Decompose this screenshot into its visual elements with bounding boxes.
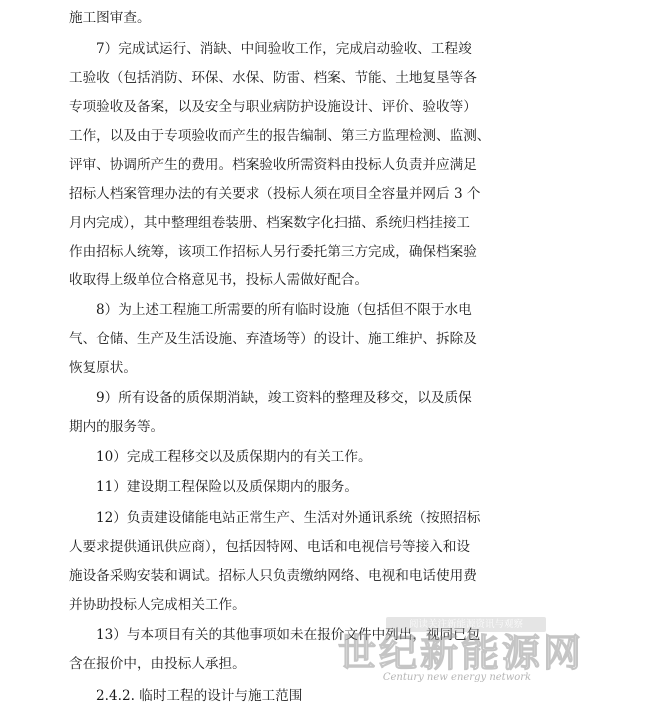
text-line: 10）完成工程移交以及质保期内的有关工作。 <box>96 449 372 465</box>
text-line: 8）为上述工程施工所需要的所有临时设施（包括但不限于水电 <box>96 302 472 318</box>
text-line: 恢复原状。 <box>69 360 137 376</box>
text-line: 12）负责建设储能电站正常生产、生活对外通讯系统（按照招标 <box>96 510 481 526</box>
text-line: 作由招标人统筹，该项工作招标人另行委托第三方完成，确保档案验 <box>69 244 477 260</box>
text-line: 收取得上级单位合格意见书，投标人需做好配合。 <box>69 272 369 288</box>
text-line: 13）与本项目有关的其他事项如未在报价文件中列出，视同已包 <box>96 627 481 643</box>
text-line: 工作，以及由于专项验收而产生的报告编制、第三方监理检测、监测、 <box>69 128 491 144</box>
watermark-subtitle: Century new energy network <box>382 672 532 683</box>
watermark-logo: 世纪新能源网 <box>338 631 585 675</box>
text-line: 11）建设期工程保险以及质保期内的服务。 <box>96 479 358 495</box>
text-line: 人要求提供通讯供应商），包括因特网、电话和电视信号等接入和设 <box>69 539 471 555</box>
watermark-banner <box>386 617 546 632</box>
watermark-banner-text: 阅读关注新能源资讯与观察 <box>408 619 523 630</box>
section-heading: 2.4.2. 临时工程的设计与施工范围 <box>96 688 303 704</box>
text-line: 期内的服务等。 <box>69 419 165 435</box>
text-line: 招标人档案管理办法的有关要求（投标人须在项目全容量并网后 3 个 <box>69 186 481 202</box>
text-line: 并协助投标人完成相关工作。 <box>69 597 246 613</box>
text-line: 施设备采购安装和调试。招标人只负责缴纳网络、电视和电话使用费 <box>69 568 477 584</box>
text-line: 施工图审查。 <box>69 10 151 26</box>
text-line: 专项验收及备案，以及安全与职业病防护设施设计、评价、验收等） <box>69 99 477 115</box>
text-line: 工验收（包括消防、环保、水保、防雷、档案、节能、土地复垦等各 <box>69 70 477 86</box>
text-line: 含在报价中，由投标人承担。 <box>69 656 246 672</box>
text-line: 气、仓储、生产及生活设施、弃渣场等）的设计、施工维护、拆除及 <box>69 331 477 347</box>
text-line: 7）完成试运行、消缺、中间验收工作，完成启动验收、工程竣 <box>96 41 472 57</box>
text-line: 月内完成），其中整理组卷装册、档案数字化扫描、系统归档挂接工 <box>69 215 471 231</box>
text-line: 9）所有设备的质保期消缺，竣工资料的整理及移交，以及质保 <box>96 390 472 406</box>
text-line: 评审、协调所产生的费用。档案验收所需资料由投标人负责并应满足 <box>69 157 477 173</box>
